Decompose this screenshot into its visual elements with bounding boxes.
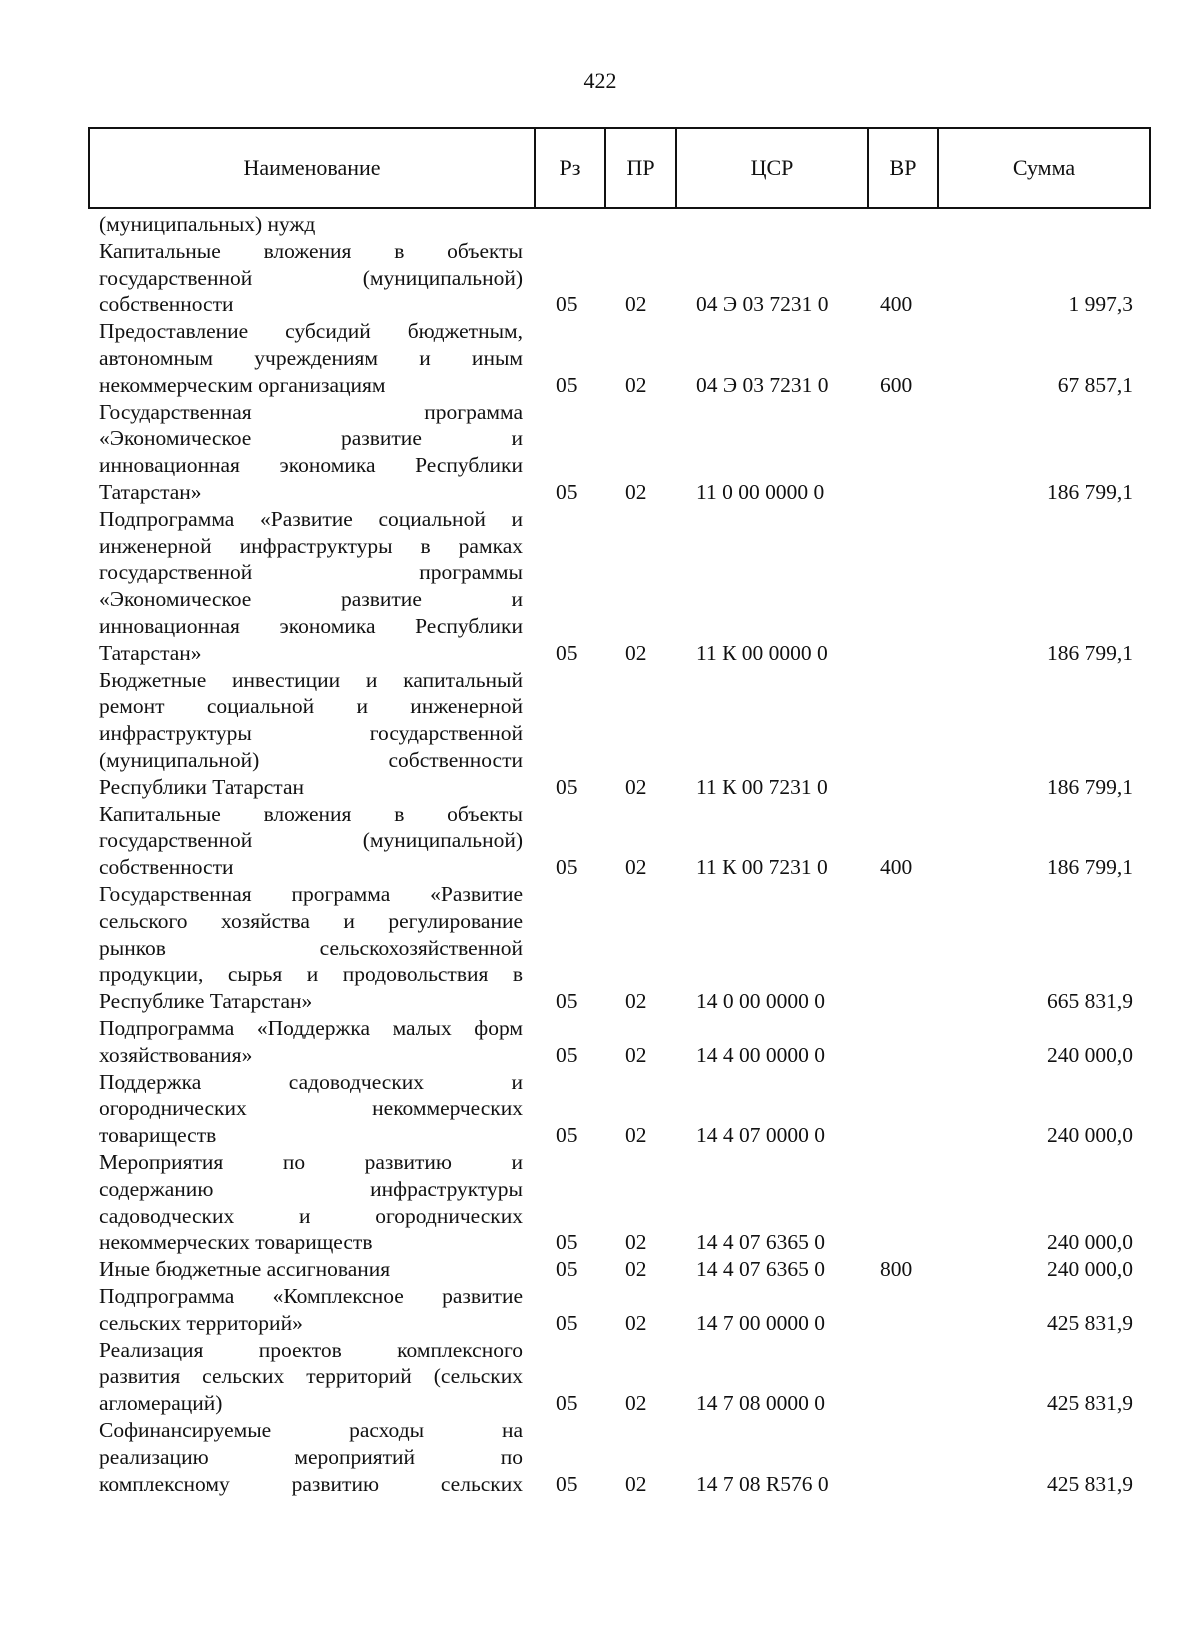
row-rz: 05 [556, 1042, 578, 1067]
header-pr: ПР [606, 129, 677, 207]
row-name-line: собственности [99, 292, 234, 317]
table-row [0, 318, 1200, 398]
row-name-line: комплексному развитию сельских [99, 1471, 523, 1496]
row-vr: 800 [880, 1257, 913, 1282]
row-name-line: «Экономическое развитие и [99, 587, 523, 612]
table-row [0, 399, 1200, 506]
header-vr: ВР [869, 129, 939, 207]
row-sum: 186 799,1 [1047, 640, 1133, 665]
table-row [0, 1069, 1200, 1149]
row-name-line: «Экономическое развитие и [99, 426, 523, 451]
row-name-line: Поддержка садоводческих и [99, 1069, 523, 1094]
row-rz: 05 [556, 1123, 578, 1148]
table-row [0, 1015, 1200, 1069]
row-pr: 02 [625, 1123, 647, 1148]
row-pr: 02 [625, 372, 647, 397]
row-rz: 05 [556, 292, 578, 317]
row-name-line: некоммерческих товариществ [99, 1230, 373, 1255]
row-sum: 240 000,0 [1047, 1257, 1133, 1282]
row-pr: 02 [625, 1391, 647, 1416]
row-csr: 14 4 00 0000 0 [696, 1042, 825, 1067]
table-body [0, 211, 1200, 1497]
row-rz: 05 [556, 1391, 578, 1416]
row-name-line: садоводческих и огороднических [99, 1203, 523, 1228]
row-name [99, 881, 523, 1015]
row-name [99, 1256, 523, 1283]
row-sum: 67 857,1 [1057, 372, 1133, 397]
table-row [0, 506, 1200, 667]
row-pr: 02 [625, 479, 647, 504]
header-sum: Сумма [1012, 155, 1076, 180]
row-name-line: рынков сельскохозяйственной [99, 935, 523, 960]
row-name-line: некоммерческим организациям [99, 372, 386, 397]
row-name-line: инновационная экономика Республики [99, 453, 523, 478]
row-sum: 425 831,9 [1047, 1310, 1133, 1335]
row-pr: 02 [625, 1471, 647, 1496]
row-rz: 05 [556, 479, 578, 504]
row-csr: 11 К 00 7231 0 [696, 774, 828, 799]
row-name [99, 667, 523, 801]
row-name-line: реализацию мероприятий по [99, 1444, 523, 1469]
row-name-line: Республики Татарстан [99, 774, 305, 799]
row-pr: 02 [625, 1310, 647, 1335]
row-rz: 05 [556, 1230, 578, 1255]
row-csr: 14 7 08 R576 0 [696, 1471, 829, 1496]
row-name-line: Иные бюджетные ассигнования [99, 1257, 391, 1282]
table-row [0, 801, 1200, 881]
row-csr: 11 К 00 7231 0 [696, 855, 828, 880]
row-name [99, 1069, 523, 1149]
row-sum: 186 799,1 [1047, 855, 1133, 880]
row-csr: 14 4 07 6365 0 [696, 1257, 825, 1282]
row-name-line: Капитальные вложения в объекты [99, 238, 523, 263]
row-sum: 425 831,9 [1047, 1391, 1133, 1416]
row-csr: 04 Э 03 7231 0 [696, 372, 829, 397]
row-vr: 600 [880, 372, 913, 397]
row-name-line: автономным учреждениям и иным [99, 345, 523, 370]
row-name [99, 1149, 523, 1256]
row-vr: 400 [880, 292, 913, 317]
row-name-line: (муниципальных) нужд [99, 212, 316, 236]
row-rz: 05 [556, 640, 578, 665]
row-name [99, 801, 523, 881]
header-rz: Рз [536, 129, 606, 207]
row-name-line: Софинансируемые расходы на [99, 1417, 523, 1442]
row-csr: 14 4 07 6365 0 [696, 1230, 825, 1255]
row-rz: 05 [556, 1471, 578, 1496]
row-name-line: Государственная программа «Развитие [99, 881, 523, 906]
table-row [0, 1256, 1200, 1283]
row-sum: 665 831,9 [1047, 989, 1133, 1014]
row-csr: 14 7 08 0000 0 [696, 1391, 825, 1416]
row-name-line: Капитальные вложения в объекты [99, 801, 523, 826]
row-name-line: Татарстан» [99, 640, 202, 665]
row-name [99, 1417, 523, 1497]
row-csr: 14 4 07 0000 0 [696, 1123, 825, 1148]
row-pr: 02 [625, 855, 647, 880]
row-sum: 240 000,0 [1047, 1123, 1133, 1148]
row-name [99, 1015, 523, 1069]
row-csr: 14 0 00 0000 0 [696, 989, 825, 1014]
row-name-line: развития сельских территорий (сельских [99, 1364, 523, 1389]
row-name-line: собственности [99, 855, 234, 880]
row-sum: 240 000,0 [1047, 1230, 1133, 1255]
row-name-line: товариществ [99, 1123, 217, 1148]
row-sum: 1 997,3 [1068, 292, 1133, 317]
row-name-line: инновационная экономика Республики [99, 613, 523, 638]
row-name-line: Подпрограмма «Поддержка малых форм [99, 1015, 523, 1040]
table-row [0, 1337, 1200, 1417]
row-pr: 02 [625, 774, 647, 799]
row-vr: 400 [880, 855, 913, 880]
row-csr: 11 К 00 0000 0 [696, 640, 828, 665]
row-name-line: Предоставление субсидий бюджетным, [99, 319, 523, 344]
table-row [0, 1417, 1200, 1497]
row-name [99, 318, 523, 398]
row-name-line: государственной (муниципальной) [99, 828, 523, 853]
row-name-line: Бюджетные инвестиции и капитальный [99, 667, 523, 692]
table-row [0, 881, 1200, 1015]
row-name-line: хозяйствования» [99, 1042, 253, 1067]
row-csr: 14 7 00 0000 0 [696, 1310, 825, 1335]
row-name [99, 1283, 523, 1337]
row-name-line: инженерной инфраструктуры в рамках [99, 533, 523, 558]
row-name-line: сельских территорий» [99, 1310, 303, 1335]
row-rz: 05 [556, 1310, 578, 1335]
row-name [99, 399, 523, 506]
row-name [99, 211, 523, 238]
row-name-line: содержанию инфраструктуры [99, 1176, 523, 1201]
row-name-line: Реализация проектов комплексного [99, 1337, 523, 1362]
row-rz: 05 [556, 1257, 578, 1282]
header-csr: ЦСР [677, 129, 869, 207]
header-name: Наименование [90, 129, 536, 207]
row-name [99, 238, 523, 318]
row-pr: 02 [625, 1042, 647, 1067]
row-name-line: государственной (муниципальной) [99, 265, 523, 290]
table-header [88, 127, 1151, 209]
row-rz: 05 [556, 855, 578, 880]
row-csr: 04 Э 03 7231 0 [696, 292, 829, 317]
row-sum: 186 799,1 [1047, 479, 1133, 504]
row-pr: 02 [625, 292, 647, 317]
row-rz: 05 [556, 989, 578, 1014]
row-name-line: Государственная программа [99, 399, 523, 424]
row-name-line: государственной программы [99, 560, 523, 585]
row-name [99, 506, 523, 667]
row-pr: 02 [625, 1257, 647, 1282]
row-csr: 11 0 00 0000 0 [696, 479, 825, 504]
row-sum: 186 799,1 [1047, 774, 1133, 799]
row-name-line: огороднических некоммерческих [99, 1096, 523, 1121]
row-name-line: Татарстан» [99, 479, 202, 504]
row-pr: 02 [625, 640, 647, 665]
row-name-line: Мероприятия по развитию и [99, 1149, 523, 1174]
table-row [0, 238, 1200, 318]
row-name-line: Подпрограмма «Развитие социальной и [99, 506, 523, 531]
table-row [0, 211, 1200, 238]
page-number: 422 [583, 68, 617, 93]
row-sum: 425 831,9 [1047, 1471, 1133, 1496]
row-name-line: Подпрограмма «Комплексное развитие [99, 1283, 523, 1308]
table-row [0, 667, 1200, 801]
row-name [99, 1337, 523, 1417]
row-sum: 240 000,0 [1047, 1042, 1133, 1067]
row-pr: 02 [625, 1230, 647, 1255]
table-row [0, 1149, 1200, 1256]
row-name-line: сельского хозяйства и регулирование [99, 908, 523, 933]
row-name-line: ремонт социальной и инженерной [99, 694, 523, 719]
row-name-line: инфраструктуры государственной [99, 721, 523, 746]
row-pr: 02 [625, 989, 647, 1014]
table-row [0, 1283, 1200, 1337]
row-name-line: (муниципальной) собственности [99, 747, 523, 772]
row-name-line: Республике Татарстан» [99, 989, 313, 1014]
row-name-line: агломераций) [99, 1391, 223, 1416]
row-name-line: продукции, сырья и продовольствия в [99, 962, 523, 987]
row-rz: 05 [556, 774, 578, 799]
row-rz: 05 [556, 372, 578, 397]
